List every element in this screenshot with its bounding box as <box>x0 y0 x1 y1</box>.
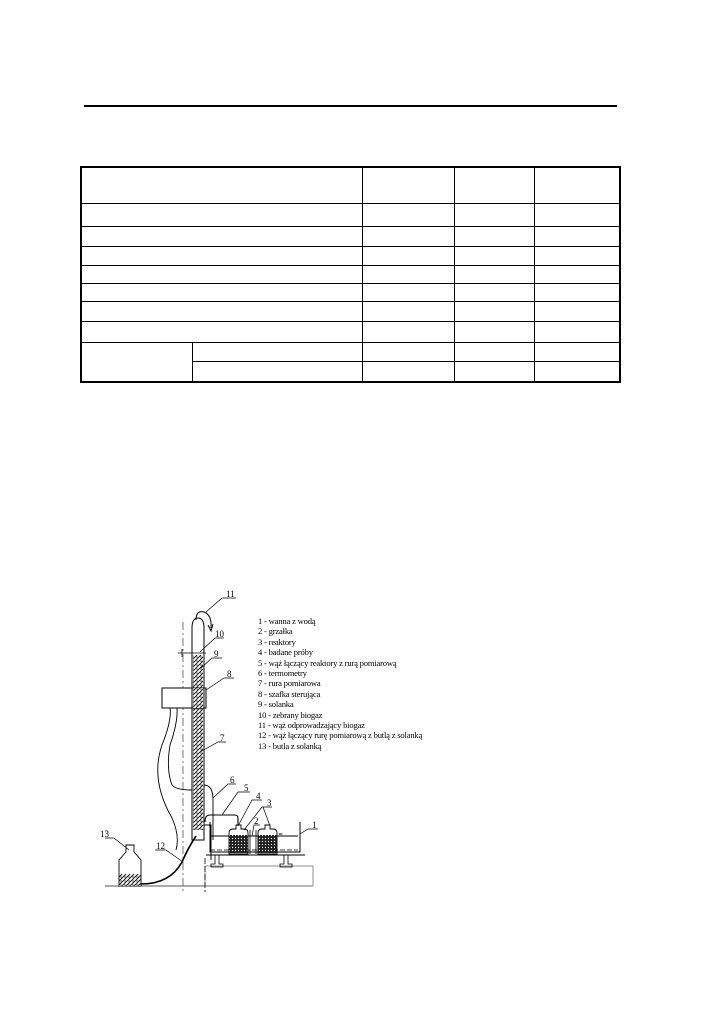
brine-bottle <box>119 845 141 886</box>
table-column-divider <box>362 168 363 381</box>
legend-item: 2 - grzałka <box>258 626 293 637</box>
legend-item: 12 - wąż łączący rurę pomiarową z butlą z solanką <box>258 730 423 741</box>
table-row-divider <box>82 301 619 302</box>
callout-1: 1 <box>312 820 317 830</box>
legend-item: 5 - wąż łączący reaktory z rurą pomiarową <box>258 657 397 668</box>
reactor-left <box>229 825 248 854</box>
table-column-divider <box>534 168 535 381</box>
callout-10: 10 <box>215 629 224 639</box>
reactor-right <box>258 825 277 854</box>
callout-2: 2 <box>254 816 259 826</box>
table-row-divider <box>82 203 619 204</box>
legend-item: 8 - szafka sterująca <box>258 688 321 699</box>
legend-item: 10 - zebrany biogaz <box>258 709 323 720</box>
table-subcolumn-divider <box>192 342 193 381</box>
legend-item: 6 - termometry <box>258 668 307 679</box>
table-row-divider <box>82 226 619 227</box>
data-table <box>80 166 621 383</box>
callout-13: 13 <box>100 829 109 839</box>
table-row-divider <box>82 246 619 247</box>
callout-6: 6 <box>230 775 235 785</box>
table-row-divider <box>82 342 619 343</box>
table-row-divider <box>82 321 619 322</box>
callout-4: 4 <box>256 791 261 801</box>
table-column-divider <box>454 168 455 381</box>
legend-item: 3 - reaktory <box>258 636 296 647</box>
table-row-divider <box>192 361 619 362</box>
callout-11: 11 <box>226 589 235 599</box>
callout-7: 7 <box>220 733 225 743</box>
figure-legend <box>258 616 422 751</box>
legend-item: 13 - butla z solanką <box>258 740 322 751</box>
callout-5: 5 <box>244 783 249 793</box>
legend-item: 4 - badane próby <box>258 647 313 658</box>
callout-9: 9 <box>214 649 219 659</box>
header-rule <box>84 105 617 107</box>
callout-12: 12 <box>156 841 165 851</box>
callout-3: 3 <box>267 798 272 808</box>
callout-8: 8 <box>227 669 232 679</box>
table-row-divider <box>82 265 619 266</box>
legend-item: 9 - solanka <box>258 699 294 710</box>
table-row-divider <box>82 283 619 284</box>
svg-text:≃: ≃ <box>278 832 284 838</box>
legend-item: 1 - wanna z wodą <box>258 616 316 626</box>
legend-item: 11 - wąż odprowadzający biogaz <box>258 720 365 731</box>
legend-item: 7 - rura pomiarowa <box>258 678 321 689</box>
